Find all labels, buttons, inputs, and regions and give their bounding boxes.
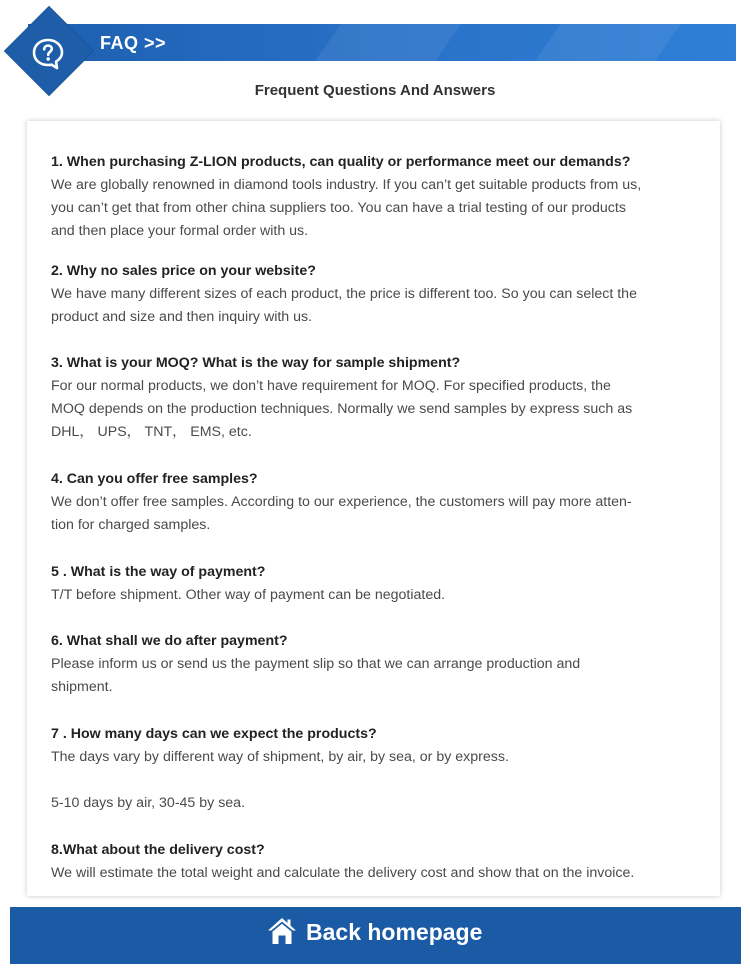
faq-item: [51, 630, 701, 699]
faq-answer-line: We will estimate the total weight and calculate the delivery cost and show that on the invoice.: [51, 865, 635, 881]
faq-answer-line: We are globally renowned in diamond tools industry. If you can’t get suitable products from us,: [51, 177, 642, 193]
page-title: Frequent Questions And Answers: [254, 82, 496, 99]
faq-answer-line: MOQ depends on the production techniques. Normally we send samples by express such as: [51, 401, 633, 417]
faq-answer-line: product and size and then inquiry with us.: [51, 309, 313, 325]
faq-answer-line: We have many different sizes of each product, the price is different too. So you can select the: [51, 286, 637, 302]
home-icon: [266, 915, 298, 947]
faq-answer-line: 5-10 days by air, 30-45 by sea.: [51, 795, 246, 811]
faq-item: [51, 151, 701, 243]
faq-question: 2. Why no sales price on your website?: [51, 263, 316, 279]
faq-question: 4. Can you offer free samples?: [51, 471, 258, 487]
faq-answer-line: you can’t get that from other china suppliers too. You can have a trial testing of our products: [51, 200, 626, 216]
faq-label: FAQ >>: [100, 33, 167, 53]
question-bubble-icon: [30, 36, 66, 72]
faq-question: 3. What is your MOQ? What is the way for sample shipment?: [51, 355, 461, 371]
back-homepage-label[interactable]: Back homepage: [306, 919, 483, 945]
faq-answer-line: and then place your formal order with us.: [51, 223, 309, 239]
faq-question: 1. When purchasing Z-LION products, can quality or performance meet our demands?: [51, 154, 631, 170]
faq-answer-line: Please inform us or send us the payment slip so that we can arrange production and: [51, 656, 581, 672]
faq-answer-line: shipment.: [51, 679, 113, 695]
faq-item: [51, 839, 701, 885]
faq-answer-line: The days vary by different way of shipment, by air, by sea, or by express.: [51, 749, 509, 765]
faq-answer-line: DHL， UPS， TNT， EMS, etc.: [51, 424, 252, 440]
faq-answer-line: For our normal products, we don’t have requirement for MOQ. For specified products, the: [51, 378, 611, 394]
faq-question: 6. What shall we do after payment?: [51, 633, 288, 649]
faq-item: [51, 723, 701, 815]
faq-item: [51, 468, 701, 537]
faq-question: 5 . What is the way of payment?: [51, 564, 266, 580]
faq-item: [51, 561, 701, 607]
faq-question: 8.What about the delivery cost?: [51, 842, 265, 858]
faq-answer-line: [51, 769, 701, 792]
faq-item: [51, 352, 701, 444]
faq-question: 7 . How many days can we expect the products?: [51, 726, 377, 742]
faq-item: [51, 260, 701, 329]
faq-answer-line: We don’t offer free samples. According to our experience, the customers will pay more atten-: [51, 494, 632, 510]
faq-answer-line: tion for charged samples.: [51, 517, 211, 533]
faq-answer-line: T/T before shipment. Other way of payment can be negotiated.: [51, 587, 446, 603]
